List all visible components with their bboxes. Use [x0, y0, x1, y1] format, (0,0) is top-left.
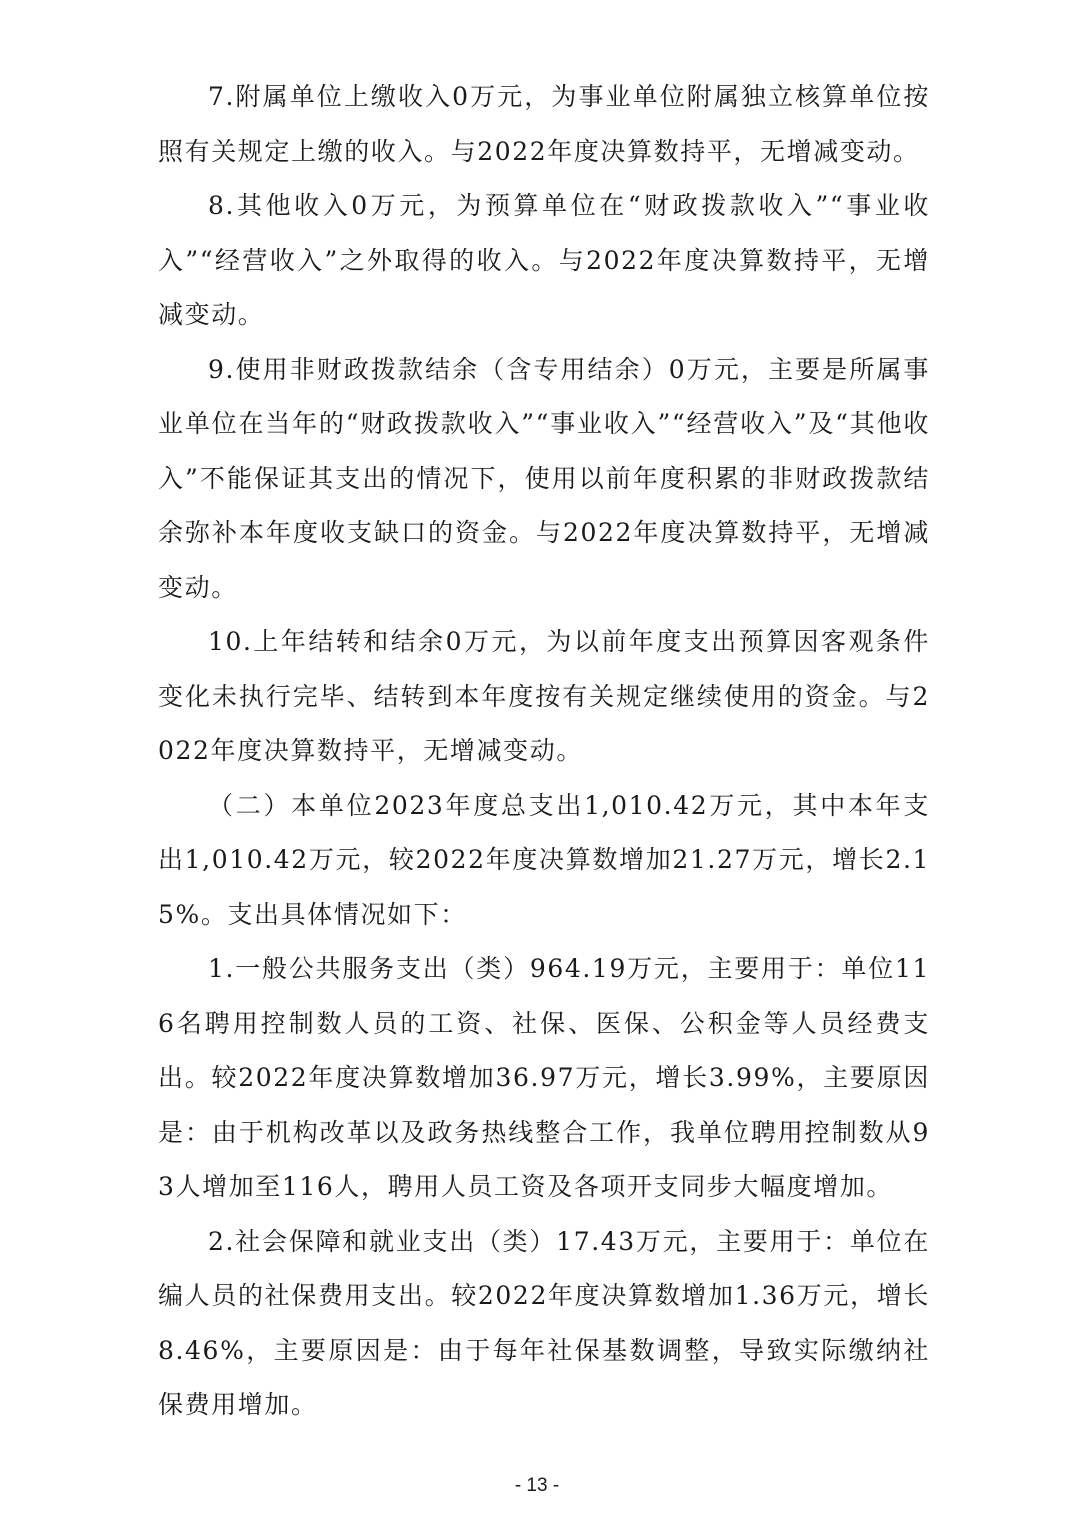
paragraph-social-security: 2.社会保障和就业支出（类）17.43万元，主要用于：单位在编人员的社保费用支出。较2022年度决算数增加1.36万元，增长8.46%，主要原因是：由于每年社保基数调整，导致实际缴纳社保费用增加。: [158, 1226, 930, 1419]
document-body: [158, 70, 930, 1433]
page-number: - 13 -: [514, 1475, 560, 1496]
paragraph-general-public-services: 1.一般公共服务支出（类）964.19万元，主要用于：单位116名聘用控制数人员的工资、社保、医保、公积金等人员经费支出。较2022年度决算数增加36.97万元，增长3.99%，主要原因是：由于机构改革以及政务热线整合工作，我单位聘用控制数从93人增加至116人，聘用人员工资及各项开支同步大幅度增加。: [158, 954, 930, 1201]
paragraph-non-fiscal-surplus: 9.使用非财政拨款结余（含专用结余）0万元，主要是所属事业单位在当年的“财政拨款收入”“事业收入”“经营收入”及“其他收入”不能保证其支出的情况下，使用以前年度积累的非财政拨款结余弥补本年度收支缺口的资金。与2022年度决算数持平，无增减变动。: [158, 354, 930, 602]
paragraph-total-expenditure: （二）本单位2023年度总支出1,010.42万元，其中本年支出1,010.42万元，较2022年度决算数增加21.27万元，增长2.15%。支出具体情况如下：: [158, 790, 930, 929]
paragraph-prior-year-carryover: 10.上年结转和结余0万元，为以前年度支出预算因客观条件变化未执行完毕、结转到本年度按有关规定继续使用的资金。与2022年度决算数持平，无增减变动。: [158, 627, 930, 765]
paragraph-affiliated-unit-income: 7.附属单位上缴收入0万元，为事业单位附属独立核算单位按照有关规定上缴的收入。与2022年度决算数持平，无增减变动。: [158, 82, 930, 166]
paragraph-other-income: 8.其他收入0万元，为预算单位在“财政拨款收入”“事业收入”“经营收入”之外取得的收入。与2022年度决算数持平，无增减变动。: [158, 191, 930, 329]
